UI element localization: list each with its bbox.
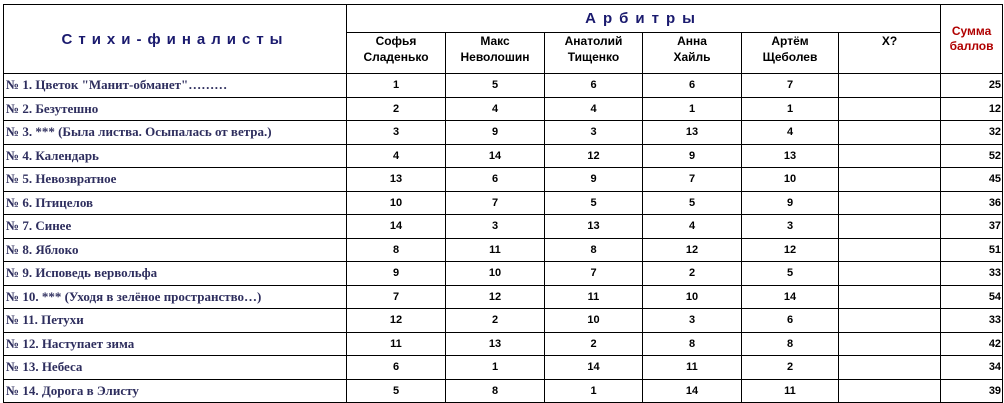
finalists-title: Стихи-финалисты xyxy=(4,5,347,74)
table-row xyxy=(4,97,1003,121)
score-cell: 9 xyxy=(742,191,839,215)
poem-title: № 5. Невозвратное xyxy=(4,168,347,192)
score-cell: 1 xyxy=(742,97,839,121)
score-cell: 14 xyxy=(545,356,643,380)
score-cell: 14 xyxy=(446,144,545,168)
score-cell: 12 xyxy=(446,285,545,309)
score-cell: 7 xyxy=(347,285,446,309)
score-cell xyxy=(839,379,941,403)
poem-title: № 12. Наступает зима xyxy=(4,332,347,356)
score-cell: 5 xyxy=(643,191,742,215)
score-cell: 11 xyxy=(347,332,446,356)
judge-header xyxy=(839,33,941,74)
score-cell xyxy=(839,97,941,121)
score-cell: 6 xyxy=(446,168,545,192)
score-cell: 8 xyxy=(742,332,839,356)
score-cell: 14 xyxy=(643,379,742,403)
score-cell xyxy=(839,168,941,192)
table-row xyxy=(4,144,1003,168)
score-cell: 14 xyxy=(742,285,839,309)
score-cell: 10 xyxy=(347,191,446,215)
table-row xyxy=(4,309,1003,333)
score-cell: 6 xyxy=(742,309,839,333)
score-cell: 2 xyxy=(742,356,839,380)
total-score: 34 xyxy=(941,356,1003,380)
score-cell: 7 xyxy=(545,262,643,286)
table-row xyxy=(4,238,1003,262)
score-cell xyxy=(839,356,941,380)
score-cell: 9 xyxy=(347,262,446,286)
total-score: 32 xyxy=(941,121,1003,145)
judge-header xyxy=(742,33,839,74)
score-cell: 7 xyxy=(643,168,742,192)
score-cell: 3 xyxy=(545,121,643,145)
judge-last-name: Щеболев xyxy=(762,50,818,65)
score-cell: 12 xyxy=(643,238,742,262)
score-cell: 3 xyxy=(446,215,545,239)
score-cell: 4 xyxy=(347,144,446,168)
score-cell: 1 xyxy=(446,356,545,380)
poem-title: № 14. Дорога в Элисту xyxy=(4,379,347,403)
score-cell: 3 xyxy=(643,309,742,333)
score-cell: 5 xyxy=(347,379,446,403)
total-score: 54 xyxy=(941,285,1003,309)
score-cell: 1 xyxy=(545,379,643,403)
poem-title: № 11. Петухи xyxy=(4,309,347,333)
table-row xyxy=(4,356,1003,380)
judge-header xyxy=(347,33,446,74)
table-row xyxy=(4,74,1003,98)
score-cell: 5 xyxy=(446,74,545,98)
total-score: 39 xyxy=(941,379,1003,403)
judge-last-name: Сладенько xyxy=(363,50,429,65)
score-cell: 8 xyxy=(545,238,643,262)
score-cell: 13 xyxy=(742,144,839,168)
score-cell: 4 xyxy=(742,121,839,145)
table-row xyxy=(4,379,1003,403)
poem-title: № 8. Яблоко xyxy=(4,238,347,262)
table-row xyxy=(4,332,1003,356)
score-cell: 11 xyxy=(446,238,545,262)
judge-header xyxy=(643,33,742,74)
table-row xyxy=(4,121,1003,145)
score-cell: 9 xyxy=(446,121,545,145)
total-score: 52 xyxy=(941,144,1003,168)
score-cell: 8 xyxy=(347,238,446,262)
total-score: 36 xyxy=(941,191,1003,215)
score-cell: 7 xyxy=(742,74,839,98)
judge-first-name: Макс xyxy=(480,34,510,49)
score-cell: 13 xyxy=(643,121,742,145)
score-cell: 4 xyxy=(545,97,643,121)
score-cell: 2 xyxy=(347,97,446,121)
poem-title: № 1. Цветок "Манит-обманет"……… xyxy=(4,74,347,98)
score-cell: 13 xyxy=(545,215,643,239)
score-cell: 5 xyxy=(545,191,643,215)
table-body xyxy=(4,74,1003,403)
table-row xyxy=(4,168,1003,192)
judge-last-name: Неволошин xyxy=(460,50,530,65)
table-header xyxy=(4,5,1003,74)
score-cell xyxy=(839,121,941,145)
score-cell xyxy=(839,262,941,286)
score-cell: 1 xyxy=(643,97,742,121)
score-cell: 9 xyxy=(545,168,643,192)
score-cell: 8 xyxy=(643,332,742,356)
total-score: 12 xyxy=(941,97,1003,121)
poem-title: № 6. Птицелов xyxy=(4,191,347,215)
score-cell: 2 xyxy=(446,309,545,333)
score-cell: 12 xyxy=(545,144,643,168)
score-cell: 10 xyxy=(446,262,545,286)
total-score: 33 xyxy=(941,262,1003,286)
total-score: 45 xyxy=(941,168,1003,192)
poem-title: № 13. Небеса xyxy=(4,356,347,380)
score-cell xyxy=(839,144,941,168)
score-cell: 11 xyxy=(643,356,742,380)
table-row xyxy=(4,285,1003,309)
score-cell: 11 xyxy=(545,285,643,309)
score-cell: 10 xyxy=(742,168,839,192)
judge-last-name: Хайль xyxy=(673,50,711,65)
score-cell: 13 xyxy=(446,332,545,356)
sum-header-line1: Сумма xyxy=(951,24,992,38)
score-cell: 10 xyxy=(643,285,742,309)
poem-title: № 9. Исповедь вервольфа xyxy=(4,262,347,286)
score-cell: 4 xyxy=(643,215,742,239)
table-row xyxy=(4,262,1003,286)
arbiters-title: Арбитры xyxy=(347,5,941,33)
score-cell xyxy=(839,332,941,356)
score-cell: 14 xyxy=(347,215,446,239)
sum-header-line2: баллов xyxy=(949,39,994,53)
poem-title: № 4. Календарь xyxy=(4,144,347,168)
score-cell: 12 xyxy=(347,309,446,333)
score-cell: 6 xyxy=(347,356,446,380)
score-cell: 3 xyxy=(742,215,839,239)
score-cell: 9 xyxy=(643,144,742,168)
total-score: 51 xyxy=(941,238,1003,262)
poem-title: № 10. *** (Уходя в зелёное пространство…) xyxy=(4,285,347,309)
score-cell: 6 xyxy=(643,74,742,98)
score-cell: 10 xyxy=(545,309,643,333)
score-cell xyxy=(839,285,941,309)
score-cell: 11 xyxy=(742,379,839,403)
judge-first-name: Софья xyxy=(375,34,417,49)
score-cell: 2 xyxy=(545,332,643,356)
score-cell: 3 xyxy=(347,121,446,145)
total-score: 33 xyxy=(941,309,1003,333)
score-cell: 12 xyxy=(742,238,839,262)
judge-first-name: Артём xyxy=(771,34,809,49)
judge-first-name: Х? xyxy=(881,34,898,49)
score-cell: 6 xyxy=(545,74,643,98)
score-cell: 13 xyxy=(347,168,446,192)
score-cell: 2 xyxy=(643,262,742,286)
table-row xyxy=(4,191,1003,215)
score-cell xyxy=(839,74,941,98)
score-cell xyxy=(839,191,941,215)
score-cell: 1 xyxy=(347,74,446,98)
sum-header xyxy=(941,5,1003,74)
total-score: 42 xyxy=(941,332,1003,356)
poem-title: № 2. Безутешно xyxy=(4,97,347,121)
total-score: 25 xyxy=(941,74,1003,98)
score-cell: 8 xyxy=(446,379,545,403)
score-cell xyxy=(839,238,941,262)
score-cell: 5 xyxy=(742,262,839,286)
judge-first-name: Анатолий xyxy=(564,34,623,49)
judge-first-name: Анна xyxy=(677,34,707,49)
score-cell: 4 xyxy=(446,97,545,121)
table-row xyxy=(4,215,1003,239)
total-score: 37 xyxy=(941,215,1003,239)
score-cell xyxy=(839,215,941,239)
scores-table xyxy=(3,4,1003,403)
judge-header xyxy=(446,33,545,74)
judge-last-name: Тищенко xyxy=(567,50,620,65)
poem-title: № 3. *** (Была листва. Осыпалась от ветра.) xyxy=(4,121,347,145)
judge-header xyxy=(545,33,643,74)
poem-title: № 7. Синее xyxy=(4,215,347,239)
score-cell: 7 xyxy=(446,191,545,215)
score-cell xyxy=(839,309,941,333)
